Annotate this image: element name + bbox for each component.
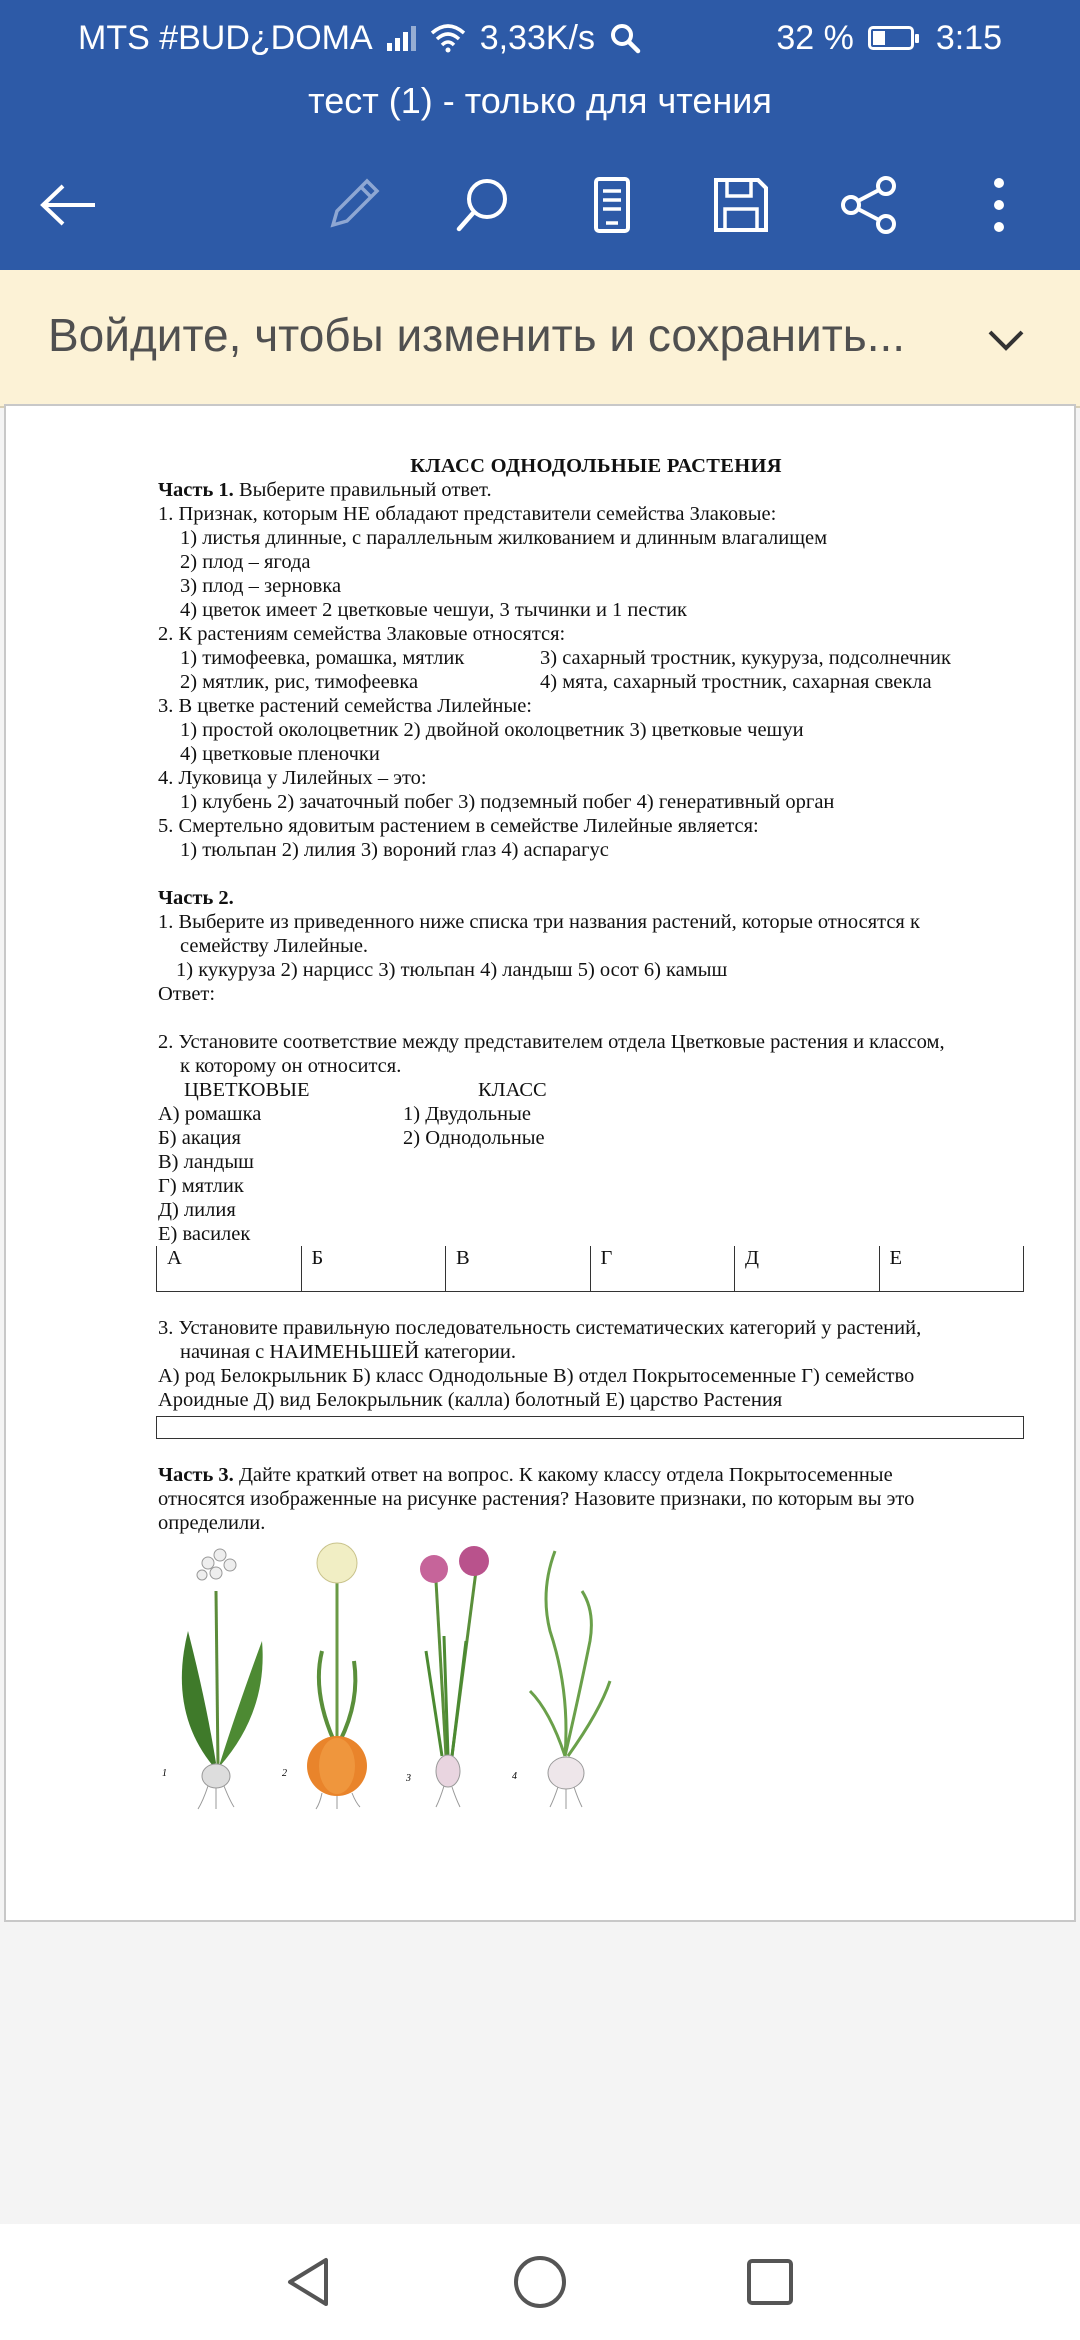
class-option: 1) Двудольные <box>403 1103 531 1125</box>
system-nav-bar <box>0 2224 1080 2340</box>
answer-option: 1) листья длинные, с параллельным жилкованием и длинным влагалищем <box>180 527 828 549</box>
table-cell: Б <box>302 1246 447 1291</box>
table-cell: Д <box>735 1246 880 1291</box>
plant-label: 2 <box>282 1768 287 1779</box>
answer-option: 2) мятлик, рис, тимофеевка <box>180 671 419 693</box>
signal-icon <box>387 25 416 51</box>
answer-options: 4) цветковые пленочки <box>180 743 380 765</box>
search-status-icon <box>609 22 641 54</box>
status-bar <box>78 14 1002 62</box>
app-header <box>0 0 1080 270</box>
match-item: А) ромашка <box>158 1103 262 1125</box>
plant-image-3 <box>396 1541 506 1811</box>
battery-percent: 32 % <box>776 18 854 57</box>
battery-icon <box>868 26 914 50</box>
network-speed: 3,33K/s <box>479 18 595 57</box>
question-text: 4. Луковица у Лилейных – это: <box>158 767 427 789</box>
document-heading: КЛАСС ОДНОДОЛЬНЫЕ РАСТЕНИЯ <box>410 455 782 477</box>
answer-option: 4) мята, сахарный тростник, сахарная свекла <box>540 671 932 693</box>
sign-in-banner[interactable] <box>0 270 1080 408</box>
match-item: В) ландыш <box>158 1151 254 1173</box>
answer-options: 1) простой околоцветник 2) двойной околоцветник 3) цветковые чешуи <box>180 719 804 741</box>
answer-option: 3) плод – зерновка <box>180 575 342 597</box>
answer-option: 1) тимофеевка, ромашка, мятлик <box>180 647 465 669</box>
match-item: Е) василек <box>158 1223 251 1245</box>
question-text: 1. Признак, которым НЕ обладают представители семейства Злаковые: <box>158 503 777 525</box>
column-header: КЛАСС <box>478 1079 547 1101</box>
save-icon[interactable] <box>706 170 776 240</box>
answer-options: А) род Белокрыльник Б) класс Однодольные В) отдел Покрытосеменные Г) семейство <box>158 1365 915 1387</box>
back-triangle-icon[interactable] <box>280 2252 340 2312</box>
back-arrow-icon[interactable] <box>34 170 104 240</box>
question-text: 2. К растениям семейства Злаковые относятся: <box>158 623 566 645</box>
question-text: начиная с НАИМЕНЬШЕЙ категории. <box>180 1341 516 1363</box>
plant-image-4 <box>510 1541 620 1811</box>
part3-text: определили. <box>158 1512 266 1534</box>
question-text: к которому он относится. <box>180 1055 402 1077</box>
match-item: Б) акация <box>158 1127 241 1149</box>
part1-instruction: Выберите правильный ответ. <box>233 479 492 501</box>
part1-heading: Часть 1. <box>158 479 234 501</box>
plants-illustration <box>158 1541 1034 1811</box>
plant-image-2 <box>282 1541 392 1811</box>
share-icon[interactable] <box>834 170 904 240</box>
reading-view-icon[interactable] <box>577 170 647 240</box>
answer-options: 1) кукуруза 2) нарцисс 3) тюльпан 4) ландыш 5) осот 6) камыш <box>176 959 728 981</box>
part3-text: относятся изображенные на рисунке растения? Назовите признаки, по которым вы это <box>158 1488 915 1510</box>
table-cell: А <box>157 1246 302 1291</box>
part3-text: Дайте краткий ответ на вопрос. К какому классу отдела Покрытосеменные <box>233 1464 893 1486</box>
carrier-label: MTS #BUD¿DOMA <box>78 18 373 57</box>
document-content <box>158 454 1034 1811</box>
column-header: ЦВЕТКОВЫЕ <box>184 1079 310 1101</box>
sequence-answer-box <box>156 1416 1024 1439</box>
answer-label: Ответ: <box>158 983 216 1005</box>
match-item: Д) лилия <box>158 1199 236 1221</box>
table-cell: Г <box>591 1246 736 1291</box>
match-item: Г) мятлик <box>158 1175 244 1197</box>
question-text: семейству Лилейные. <box>180 935 369 957</box>
answer-table <box>156 1246 1024 1292</box>
question-text: 2. Установите соответствие между представителем отдела Цветковые растения и классом, <box>158 1031 945 1053</box>
question-text: 1. Выберите из приведенного ниже списка три названия растений, которые относятся к <box>158 911 920 933</box>
plant-image-1 <box>158 1541 278 1811</box>
toolbar <box>0 150 1080 250</box>
chevron-down-icon[interactable] <box>976 310 1036 370</box>
part3-heading: Часть 3. <box>158 1464 234 1486</box>
banner-text: Войдите, чтобы изменить и сохранить... <box>48 309 906 361</box>
question-text: 5. Смертельно ядовитым растением в семействе Лилейные является: <box>158 815 759 837</box>
edit-pencil-icon[interactable] <box>318 170 388 240</box>
wifi-icon <box>430 23 466 53</box>
answer-options: Ароидные Д) вид Белокрыльник (калла) болотный Е) царство Растения <box>158 1389 783 1411</box>
clock: 3:15 <box>935 18 1002 57</box>
answer-options: 1) клубень 2) зачаточный побег 3) подземный побег 4) генеративный орган <box>180 791 835 813</box>
plant-label: 4 <box>512 1771 517 1782</box>
table-cell: Е <box>880 1246 1025 1291</box>
question-text: 3. В цветке растений семейства Лилейные: <box>158 695 532 717</box>
plant-label: 3 <box>406 1773 411 1784</box>
document-title: тест (1) - только для чтения <box>308 80 772 121</box>
question-text: 3. Установите правильную последовательность систематических категорий у растений, <box>158 1317 922 1339</box>
answer-option: 4) цветок имеет 2 цветковые чешуи, 3 тычинки и 1 пестик <box>180 599 688 621</box>
answer-option: 2) плод – ягода <box>180 551 311 573</box>
document-page[interactable] <box>4 404 1076 1922</box>
answer-option: 3) сахарный тростник, кукуруза, подсолнечник <box>540 647 951 669</box>
search-icon[interactable] <box>448 170 518 240</box>
home-circle-icon[interactable] <box>510 2252 570 2312</box>
table-cell: В <box>446 1246 591 1291</box>
class-option: 2) Однодольные <box>403 1127 545 1149</box>
answer-options: 1) тюльпан 2) лилия 3) вороний глаз 4) аспарагус <box>180 839 609 861</box>
recents-square-icon[interactable] <box>740 2252 800 2312</box>
part2-heading: Часть 2. <box>158 887 234 909</box>
more-icon[interactable] <box>964 170 1034 240</box>
plant-label: 1 <box>162 1768 167 1779</box>
